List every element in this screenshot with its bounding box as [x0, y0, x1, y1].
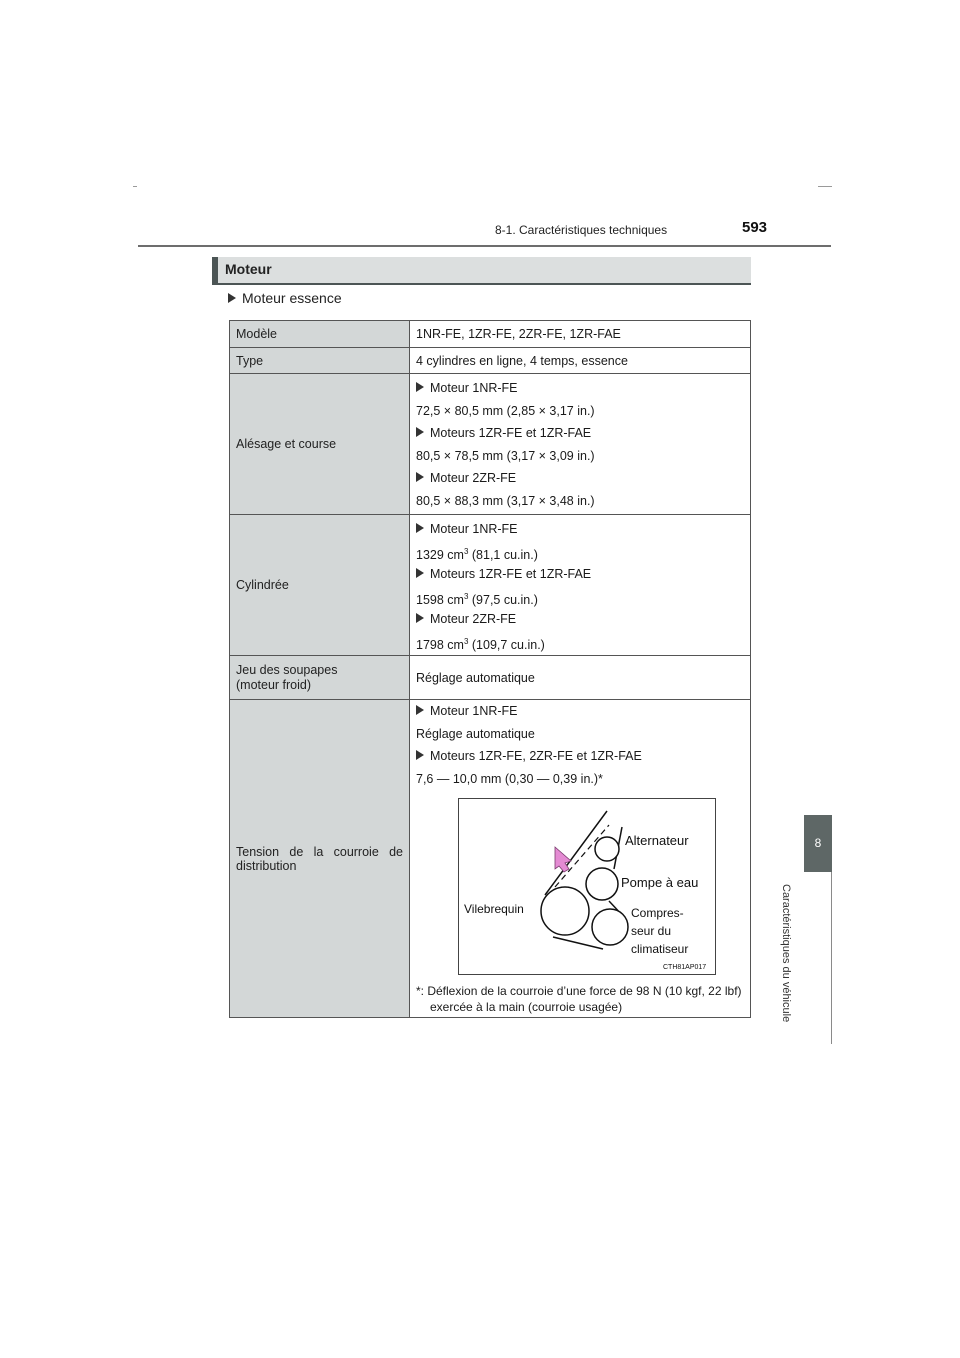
- triangle-bullet-icon: [416, 427, 424, 437]
- chapter-title: Caractéristiques du véhicule: [780, 884, 792, 1023]
- triangle-bullet-icon: [228, 293, 236, 303]
- table-row: [230, 321, 751, 348]
- belt-diagram-drawing: [459, 799, 715, 974]
- crankshaft-pulley: [541, 887, 589, 935]
- arrow-icon: [555, 847, 571, 872]
- table-row-belt: [230, 700, 751, 1018]
- variant-label: Moteurs 1ZR-FE et 1ZR-FAE: [430, 425, 592, 440]
- variant-label: Moteurs 1ZR-FE, 2ZR-FE et 1ZR-FAE: [430, 749, 642, 763]
- row-label: Alésage et course: [230, 374, 410, 515]
- table-row-bore: [230, 374, 751, 515]
- variant-value: 7,6 — 10,0 mm (0,30 — 0,39 in.)*: [416, 772, 603, 786]
- label-compressor-2: seur du: [631, 924, 672, 938]
- label-compressor-3: climatiseur: [631, 942, 689, 956]
- subsection-heading: [228, 290, 342, 306]
- crop-mark-left: [133, 186, 137, 187]
- variant-label: Moteur 2ZR-FE: [430, 470, 517, 485]
- figure-code: CTH81AP017: [663, 964, 707, 971]
- row-value: [410, 515, 751, 656]
- triangle-bullet-icon: [416, 750, 424, 760]
- footnote: *: Déflexion de la courroie d’une force de 98 N (10 kgf, 22 lbf) exercée à la main (courroie usagée): [416, 984, 742, 1014]
- label-water-pump: Pompe à eau: [621, 875, 699, 890]
- belt-diagram: [458, 798, 716, 975]
- section-title: Moteur: [225, 261, 272, 277]
- triangle-bullet-icon: [416, 472, 424, 482]
- variant-value: Réglage automatique: [416, 727, 535, 741]
- variant-label: Moteurs 1ZR-FE et 1ZR-FAE: [430, 566, 592, 581]
- row-label: Jeu des soupapes (moteur froid): [230, 656, 410, 700]
- row-value: 4 cylindres en ligne, 4 temps, essence: [410, 348, 751, 374]
- compressor-pulley: [592, 909, 628, 945]
- triangle-bullet-icon: [416, 613, 424, 623]
- variant-value: 1329 $cm^3$ (81,1 cu.in.): [416, 546, 538, 562]
- label-alternator: Alternateur: [625, 833, 689, 848]
- table-row-valve: [230, 656, 751, 700]
- label-compressor-1: Compres-: [631, 906, 684, 920]
- section-header: 8-1. Caractéristiques techniques: [495, 223, 668, 237]
- engine-spec-table: [229, 320, 751, 1018]
- triangle-bullet-icon: [416, 382, 424, 392]
- row-value: 1NR-FE, 1ZR-FE, 2ZR-FE, 1ZR-FAE: [410, 321, 751, 348]
- subsection-label: Moteur essence: [242, 290, 342, 306]
- triangle-bullet-icon: [416, 523, 424, 533]
- section-title-bar: [212, 257, 751, 285]
- variant-value: 80,5 × 88,3 mm (3,17 × 3,48 in.): [416, 493, 595, 508]
- header-rule: [138, 245, 831, 247]
- alternator-pulley: [595, 837, 619, 861]
- crop-mark-right: [818, 186, 832, 187]
- water-pump-pulley: [586, 868, 618, 900]
- chapter-tab: 8: [804, 815, 832, 872]
- row-value: [410, 700, 751, 1018]
- page-number: 593: [742, 219, 768, 236]
- row-label: Type: [230, 348, 410, 374]
- label-crankshaft: Vilebrequin: [464, 902, 524, 916]
- row-value: [410, 374, 751, 515]
- chapter-tab-line: [831, 872, 832, 1044]
- variant-label: Moteur 2ZR-FE: [430, 611, 517, 626]
- row-label: Tension de la courroie de distribution: [230, 700, 410, 1018]
- variant-value: 1798 $cm^3$ (109,7 cu.in.): [416, 636, 545, 652]
- row-label: Cylindrée: [230, 515, 410, 656]
- chapter-title-vertical: [780, 884, 800, 1044]
- variant-label: Moteur 1NR-FE: [430, 521, 518, 536]
- section-title-accent: [212, 257, 218, 283]
- row-label: Modèle: [230, 321, 410, 348]
- triangle-bullet-icon: [416, 568, 424, 578]
- variant-value: 72,5 × 80,5 mm (2,85 × 3,17 in.): [416, 403, 595, 418]
- variant-value: 80,5 × 78,5 mm (3,17 × 3,09 in.): [416, 448, 595, 463]
- variant-label: Moteur 1NR-FE: [430, 704, 518, 718]
- variant-label: Moteur 1NR-FE: [430, 380, 518, 395]
- table-row: [230, 348, 751, 374]
- triangle-bullet-icon: [416, 705, 424, 715]
- row-value: Réglage automatique: [410, 656, 751, 700]
- variant-value: 1598 $cm^3$ (97,5 cu.in.): [416, 591, 538, 607]
- table-row-displacement: [230, 515, 751, 656]
